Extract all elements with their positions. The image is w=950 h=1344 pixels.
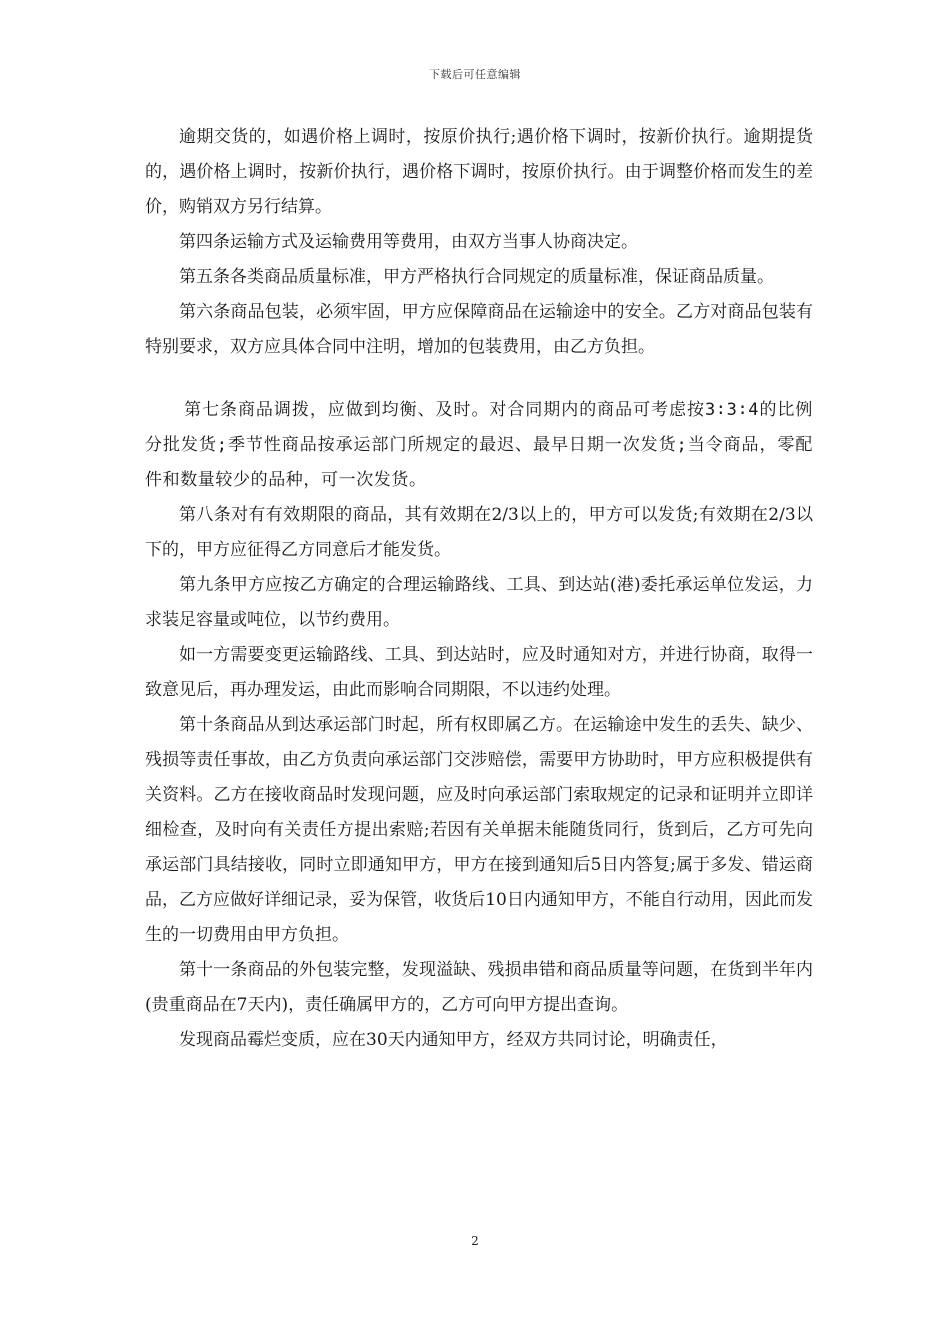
paragraph-article-5: 第五条各类商品质量标准，甲方严格执行合同规定的质量标准，保证商品质量。 bbox=[179, 267, 774, 287]
paragraph-overdue-pricing: 逾期交货的，如遇价格上调时，按原价执行;遇价格下调时，按新价执行。逾期提货的，遇价格上调时，按新价执行，遇价格下调时，按原价执行。由于调整价格而发生的差价，购销双方另行结算。 bbox=[145, 127, 813, 217]
page-header: 下载后可任意编辑 bbox=[429, 68, 521, 81]
paragraph-article-4: 第四条运输方式及运输费用等费用，由双方当事人协商决定。 bbox=[179, 232, 638, 252]
paragraph-article-6: 第六条商品包装，必须牢固，甲方应保障商品在运输途中的安全。乙方对商品包装有特别要求，双方应具体合同中注明，增加的包装费用，由乙方负担。 bbox=[145, 302, 813, 357]
paragraph-spoilage: 发现商品霉烂变质，应在30天内通知甲方，经双方共同讨论，明确责任， bbox=[179, 1030, 728, 1050]
paragraph-article-11: 第十一条商品的外包装完整，发现溢缺、残损串错和商品质量等问题，在货到半年内(贵重商品在7天内)，责任确属甲方的，乙方可向甲方提出查询。 bbox=[145, 960, 813, 1015]
paragraph-article-10: 第十条商品从到达承运部门时起，所有权即属乙方。在运输途中发生的丢失、缺少、残损等责任事故，由乙方负责向承运部门交涉赔偿，需要甲方协助时，甲方应积极提供有关资料。乙方在接收商品时发现问题，应及时向承运部门索取规定的记录和证明并立即详细检查，及时向有关责任方提出索赔;若因有关单据未能随货同行，货到后，乙方可先向承运部门具结接收，同时立即通知甲方，甲方在接到通知后5日内答复;属于多发、错运商品，乙方应做好详细记录，妥为保管，收货后10日内通知甲方，不能自行动用，因此而发生的一切费用由甲方负担。 bbox=[145, 715, 813, 945]
page-number: 2 bbox=[471, 1234, 479, 1248]
paragraph-article-9: 第九条甲方应按乙方确定的合理运输路线、工具、到达站(港)委托承运单位发运，力求装足容量或吨位，以节约费用。 bbox=[145, 575, 813, 630]
paragraph-article-8: 第八条对有有效期限的商品，其有效期在2/3以上的，甲方可以发货;有效期在2/3以下的，甲方应征得乙方同意后才能发货。 bbox=[145, 505, 813, 560]
paragraph-route-change: 如一方需要变更运输路线、工具、到达站时，应及时通知对方，并进行协商，取得一致意见后，再办理发运，由此而影响合同期限，不以违约处理。 bbox=[145, 645, 813, 700]
document-body bbox=[145, 120, 813, 1058]
paragraph-article-7: 第七条商品调拨，应做到均衡、及时。对合同期内的商品可考虑按3∶3∶4的比例分批发货;季节性商品按承运部门所规定的最迟、最早日期一次发货;当令商品，零配件和数量较少的品种，可一次发货。 bbox=[145, 400, 813, 490]
